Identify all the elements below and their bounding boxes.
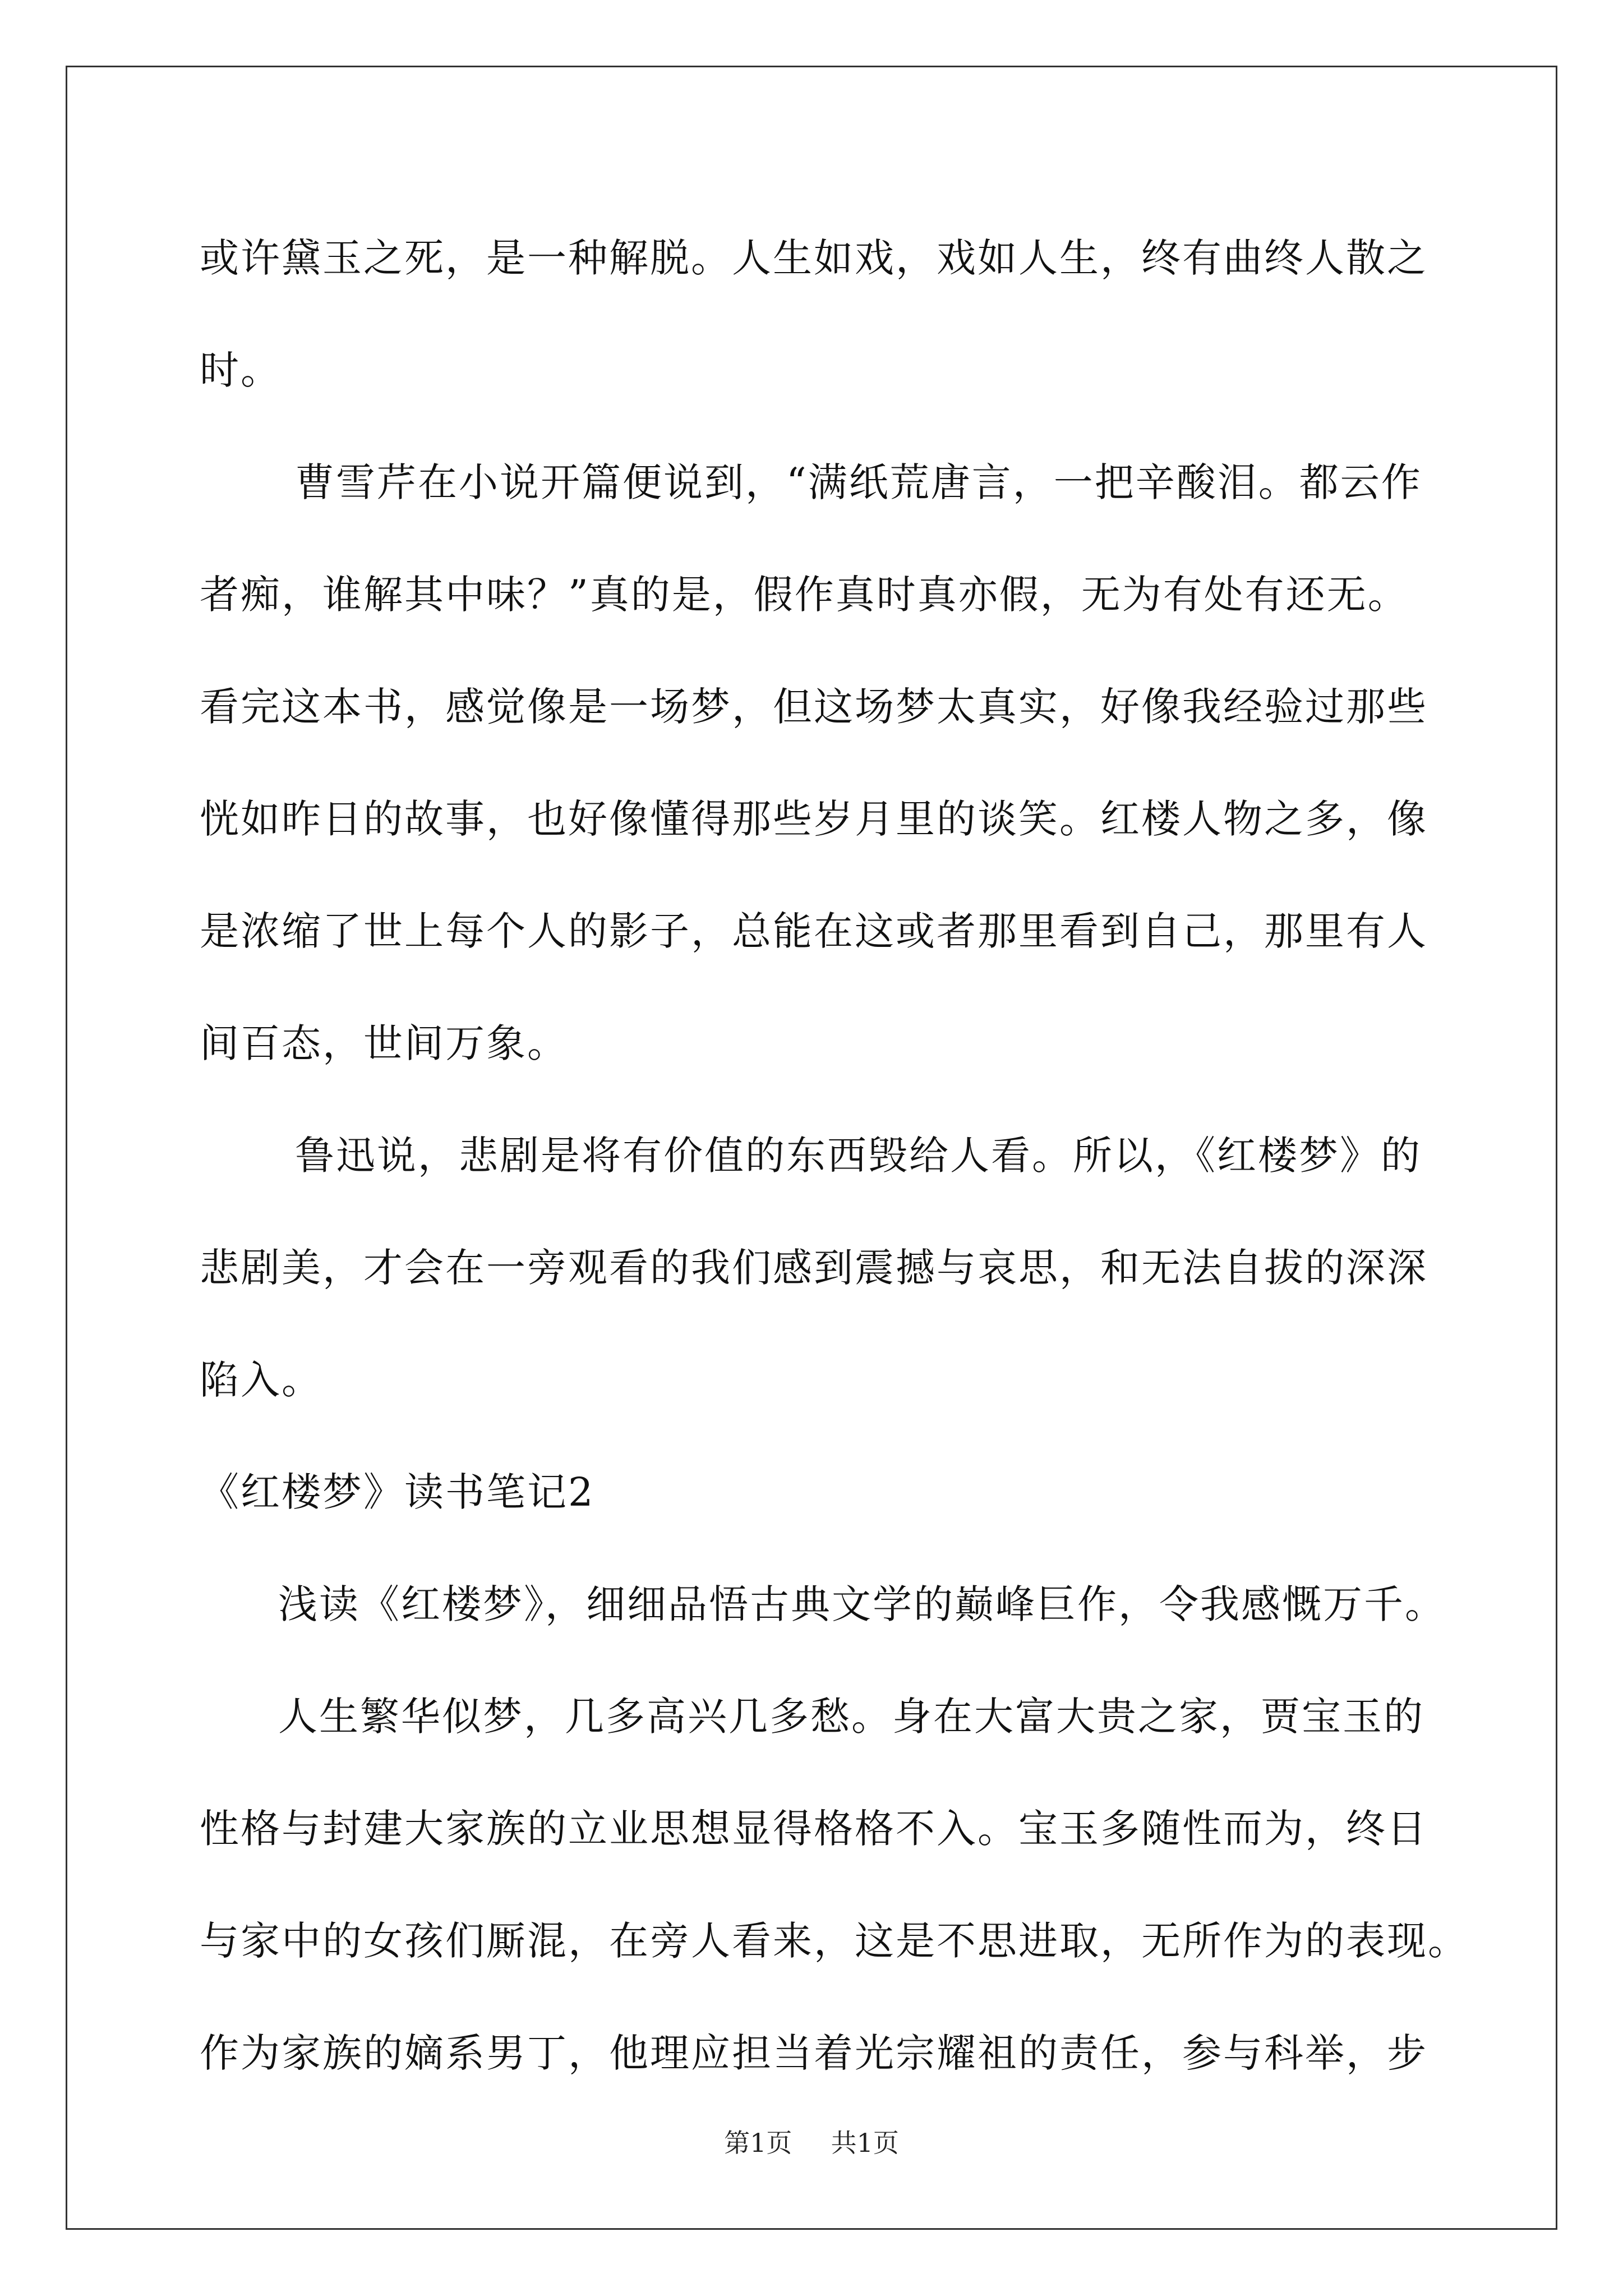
document-body xyxy=(200,202,1469,2109)
text-line: 作为家族的嫡系男丁，他理应担当着光宗耀祖的责任，参与科举，步 xyxy=(200,2030,1428,2076)
text-line: 看完这本书，感觉像是一场梦，但这场梦太真实，好像我经验过那些 xyxy=(200,684,1428,730)
text-line: 曹雪芹在小说开篇便说到，“满纸荒唐言，一把辛酸泪。都云作 xyxy=(295,459,1422,505)
text-line: 者痴，谁解其中味？”真的是，假作真时真亦假，无为有处有还无。 xyxy=(200,572,1409,618)
text-line: 陷入。 xyxy=(200,1357,322,1403)
text-line: 悲剧美，才会在一旁观看的我们感到震撼与哀思，和无法自拔的深深 xyxy=(200,1245,1428,1291)
text-line: 与家中的女孩们厮混，在旁人看来，这是不思进取，无所作为的表现。 xyxy=(200,1918,1469,1964)
text-line: 是浓缩了世上每个人的影子，总能在这或者那里看到自己，那里有人 xyxy=(200,908,1428,954)
text-line: 时。 xyxy=(200,347,282,393)
text-line: 性格与封建大家族的立业思想显得格格不入。宝玉多随性而为，终日 xyxy=(200,1806,1428,1852)
section-heading: 《红楼梦》读书笔记2 xyxy=(200,1469,595,1515)
text-line: 间百态，世间万象。 xyxy=(200,1020,568,1066)
text-line: 鲁迅说，悲剧是将有价值的东西毁给人看。所以，《红楼梦》的 xyxy=(295,1133,1422,1179)
page-footer xyxy=(0,2126,1623,2160)
text-line: 恍如昨日的故事，也好像懂得那些岁月里的谈笑。红楼人物之多，像 xyxy=(200,796,1428,842)
page-total: 共1页 xyxy=(831,2128,899,2158)
text-line: 人生繁华似梦，几多高兴几多愁。身在大富大贵之家，贾宝玉的 xyxy=(278,1694,1424,1740)
text-line: 浅读《红楼梦》，细细品悟古典文学的巅峰巨作，令我感慨万千。 xyxy=(278,1581,1446,1627)
text-line: 或许黛玉之死，是一种解脱。人生如戏，戏如人生，终有曲终人散之 xyxy=(200,235,1428,281)
page-number: 第1页 xyxy=(724,2128,792,2158)
